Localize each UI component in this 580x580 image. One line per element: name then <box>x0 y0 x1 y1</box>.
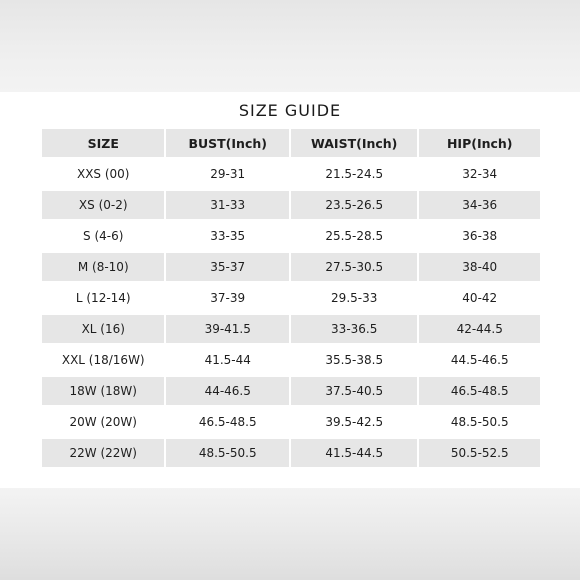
waist-cell: 27.5-30.5 <box>291 253 418 281</box>
hip-cell: 40-42 <box>419 284 540 312</box>
table-row <box>42 160 540 188</box>
bust-cell: 44-46.5 <box>166 377 288 405</box>
bust-cell: 35-37 <box>166 253 288 281</box>
size-cell: XL (16) <box>42 315 164 343</box>
hip-cell: 48.5-50.5 <box>419 408 540 436</box>
size-cell: 20W (20W) <box>42 408 164 436</box>
bust-cell: 33-35 <box>166 222 288 250</box>
waist-cell: 25.5-28.5 <box>291 222 418 250</box>
table-header-row <box>42 129 540 157</box>
waist-cell: 41.5-44.5 <box>291 439 418 467</box>
table-row <box>42 315 540 343</box>
blurred-background-bottom <box>0 488 580 580</box>
blurred-background-top <box>0 0 580 92</box>
table-row <box>42 253 540 281</box>
column-header-size: SIZE <box>42 129 164 157</box>
hip-cell: 34-36 <box>419 191 540 219</box>
size-cell: 18W (18W) <box>42 377 164 405</box>
table-row <box>42 346 540 374</box>
column-header-bust: BUST(Inch) <box>166 129 288 157</box>
waist-cell: 37.5-40.5 <box>291 377 418 405</box>
size-cell: 22W (22W) <box>42 439 164 467</box>
size-cell: XS (0-2) <box>42 191 164 219</box>
waist-cell: 39.5-42.5 <box>291 408 418 436</box>
waist-cell: 33-36.5 <box>291 315 418 343</box>
hip-cell: 42-44.5 <box>419 315 540 343</box>
size-guide-title: SIZE GUIDE <box>238 101 342 120</box>
waist-cell: 23.5-26.5 <box>291 191 418 219</box>
table-row <box>42 408 540 436</box>
hip-cell: 38-40 <box>419 253 540 281</box>
hip-cell: 50.5-52.5 <box>419 439 540 467</box>
bust-cell: 41.5-44 <box>166 346 288 374</box>
table-row <box>42 191 540 219</box>
waist-cell: 35.5-38.5 <box>291 346 418 374</box>
size-cell: S (4-6) <box>42 222 164 250</box>
size-cell: L (12-14) <box>42 284 164 312</box>
hip-cell: 46.5-48.5 <box>419 377 540 405</box>
column-header-waist: WAIST(Inch) <box>291 129 418 157</box>
size-cell: XXL (18/16W) <box>42 346 164 374</box>
size-cell: XXS (00) <box>42 160 164 188</box>
table-row <box>42 222 540 250</box>
bust-cell: 48.5-50.5 <box>166 439 288 467</box>
bust-cell: 39-41.5 <box>166 315 288 343</box>
hip-cell: 32-34 <box>419 160 540 188</box>
hip-cell: 44.5-46.5 <box>419 346 540 374</box>
size-guide-card <box>0 92 580 488</box>
bust-cell: 29-31 <box>166 160 288 188</box>
table-row <box>42 284 540 312</box>
bust-cell: 37-39 <box>166 284 288 312</box>
waist-cell: 21.5-24.5 <box>291 160 418 188</box>
bust-cell: 46.5-48.5 <box>166 408 288 436</box>
size-cell: M (8-10) <box>42 253 164 281</box>
bust-cell: 31-33 <box>166 191 288 219</box>
waist-cell: 29.5-33 <box>291 284 418 312</box>
size-table <box>40 126 542 470</box>
column-header-hip: HIP(Inch) <box>419 129 540 157</box>
table-row <box>42 439 540 467</box>
hip-cell: 36-38 <box>419 222 540 250</box>
table-row <box>42 377 540 405</box>
